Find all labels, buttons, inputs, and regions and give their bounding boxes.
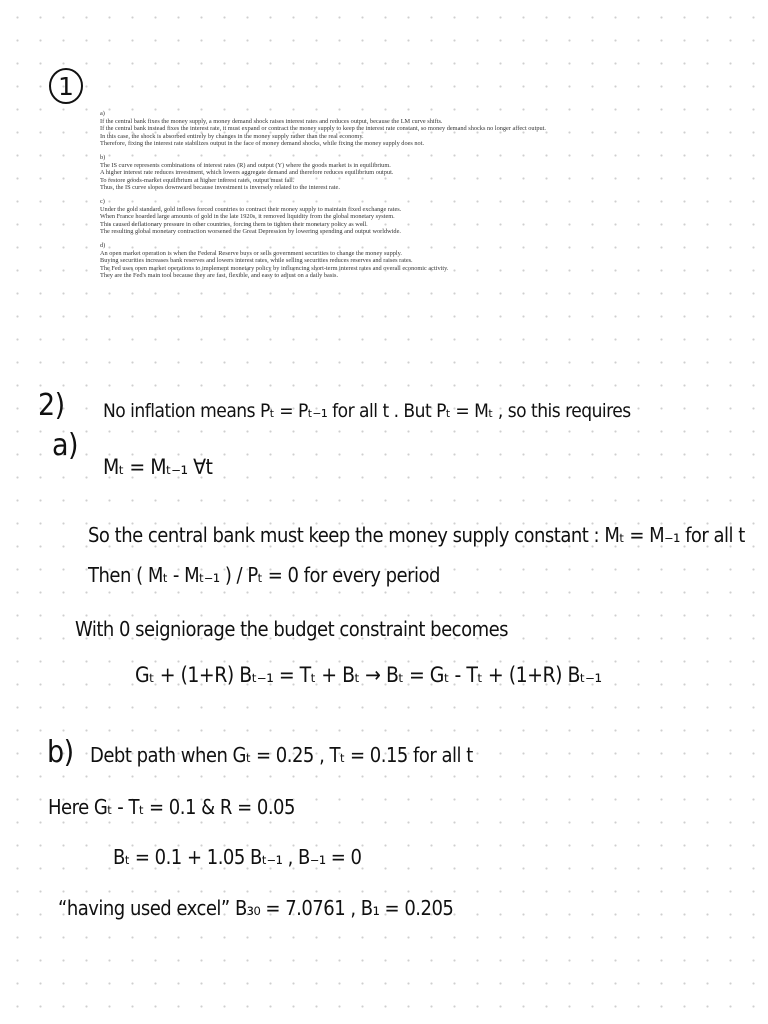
circled-number-icon (46, 66, 86, 106)
part-a-line-5: With 0 seigniorage the budget constraint becomes (75, 617, 509, 641)
part-a-label: a) (52, 428, 79, 463)
answer-sentence: They are the Fed's main tool because they are fast, flexible, and easy to adjust on a daily basis. (100, 272, 339, 280)
answer-sentence: The IS curve represents combinations of interest rates (R) and output (Y) where the goods market is in equilibrium. (100, 161, 391, 169)
part-b-line-3: Bₜ = 0.1 + 1.05 Bₜ₋₁ , B₋₁ = 0 (113, 845, 362, 869)
answer-sentence: If the central bank fixes the money supply, a money demand shock raises interest rates and reduces output, because the LM curve shifts. (100, 117, 443, 125)
part-b-line-4: “having used excel” B₃₀ = 7.0761 , B₁ = 0.205 (58, 896, 454, 920)
answer-sentence: This caused deflationary pressure in other countries, forcing them to tighten their monetary policy as well. (100, 220, 368, 228)
answer-sentence: An open market operation is when the Federal Reserve buys or sells government securities to change the money supply. (100, 249, 402, 257)
question-1-answers (100, 110, 660, 286)
part-label: d) (100, 241, 106, 249)
question-1-part (100, 110, 660, 148)
answer-sentence: To restore goods-market equilibrium at higher interest rates, output must fall. (100, 176, 295, 184)
question-1-marker (46, 66, 86, 111)
part-a-line-4: Then ( Mₜ - Mₜ₋₁ ) / Pₜ = 0 for every period (88, 563, 440, 587)
answer-sentence: Therefore, fixing the interest rate stabilizes output in the face of money demand shocks, while fixing the money supply does not. (100, 140, 425, 148)
answer-sentence: Under the gold standard, gold inflows forced countries to contract their money supply to maintain fixed exchange rates. (100, 205, 402, 213)
part-a-line-3: So the central bank must keep the money supply constant : Mₜ = M₋₁ for all t (88, 523, 745, 547)
answer-sentence: Thus, the IS curve slopes downward because investment is inversely related to the interest rate. (100, 184, 340, 192)
part-a-line-1: No inflation means Pₜ = Pₜ₋₁ for all t . But Pₜ = Mₜ , so this requires (103, 400, 631, 422)
answer-sentence: If the central bank instead fixes the interest rate, it must expand or contract the money supply to keep the interest rate constant, so money demand shocks no longer affect output. (100, 125, 546, 133)
part-b-label: b) (47, 735, 74, 770)
part-label: b) (100, 153, 106, 161)
answer-sentence: A higher interest rate reduces investment, which lowers aggregate demand and therefore reduces equilibrium output. (100, 169, 394, 177)
question-1-part (100, 154, 660, 192)
part-b-line-2: Here Gₜ - Tₜ = 0.1 & R = 0.05 (48, 795, 295, 819)
question-1-part (100, 242, 660, 280)
part-a-line-2: Mₜ = Mₜ₋₁ ∀t (103, 455, 213, 479)
question-2-number: 2) (38, 388, 65, 423)
question-1-part (100, 198, 660, 236)
part-a-equation: Gₜ + (1+R) Bₜ₋₁ = Tₜ + Bₜ → Bₜ = Gₜ - Tₜ + (1+R) Bₜ₋₁ (135, 663, 602, 687)
question-1-number: 1 (58, 72, 74, 101)
answer-sentence: In this case, the shock is absorbed entirely by changes in the money supply rather than the real economy. (100, 132, 364, 140)
part-label: c) (100, 197, 105, 205)
part-label: a) (100, 110, 105, 117)
answer-sentence: Buying securities increases bank reserves and lowers interest rates, while selling securities reduces reserves and raises rates. (100, 257, 413, 265)
part-b-line-1: Debt path when Gₜ = 0.25 , Tₜ = 0.15 for all t (90, 743, 473, 767)
answer-sentence: When France hoarded large amounts of gold in the late 1920s, it removed liquidity from the global monetary system. (100, 213, 395, 221)
answer-sentence: The resulting global monetary contraction worsened the Great Depression by lowering spending and output worldwide. (100, 228, 401, 236)
answer-sentence: The Fed uses open market operations to implement monetary policy by influencing short-term interest rates and overall economic activity. (100, 264, 449, 272)
